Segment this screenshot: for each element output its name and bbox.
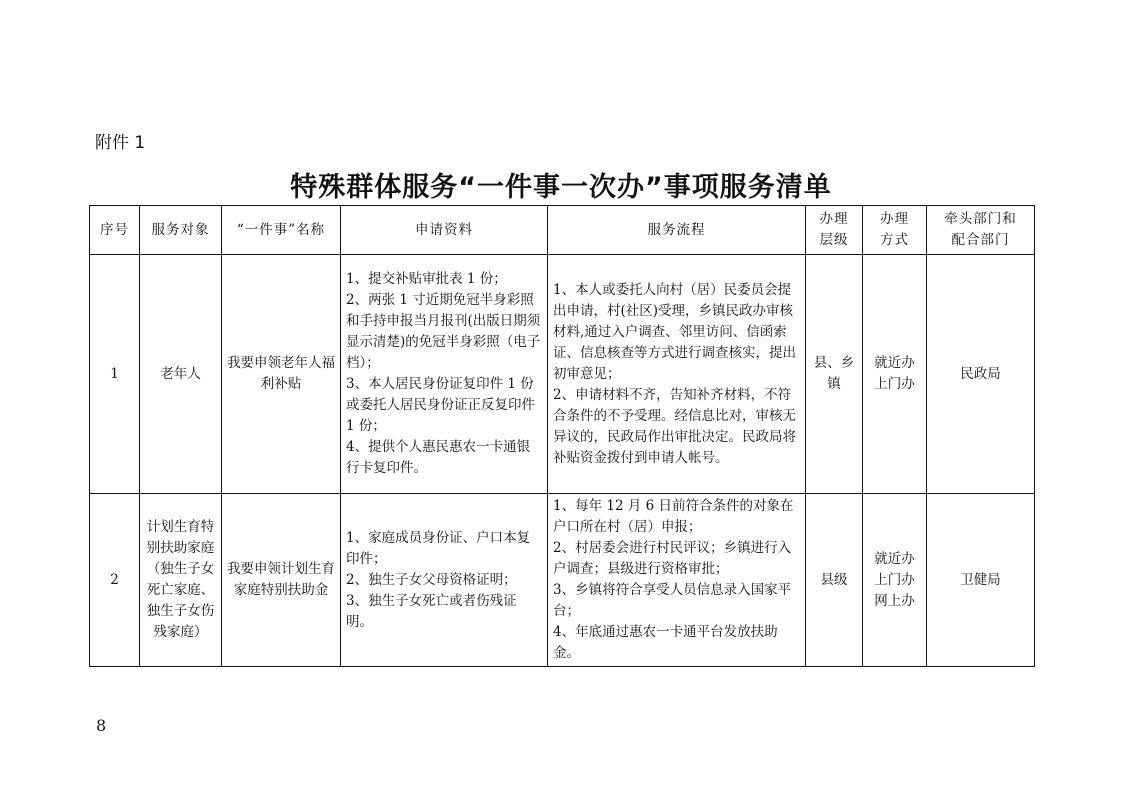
- header-level-line2: 层级: [819, 232, 849, 248]
- header-method: [863, 206, 927, 255]
- header-level: [806, 206, 863, 255]
- cell-dept: 卫健局: [927, 494, 1035, 667]
- table-row: [90, 255, 1035, 494]
- cell-level: 县、乡镇: [806, 255, 863, 494]
- document-title: 特殊群体服务“一件事一次办”事项服务清单: [290, 172, 832, 203]
- cell-materials: 1、家庭成员身份证、户口本复印件； 2、独生子女父母资格证明； 3、独生子女死亡或者伤残证明。: [341, 494, 548, 667]
- header-method-line1: 办理: [880, 211, 909, 227]
- service-list-table: [89, 205, 1035, 667]
- header-materials: 申请资料: [341, 206, 548, 255]
- header-seq: 序号: [90, 206, 140, 255]
- table-row: [90, 494, 1035, 667]
- cell-dept: 民政局: [927, 255, 1035, 494]
- cell-target: 计划生育特别扶助家庭（独生子女死亡家庭、独生子女伤残家庭）: [140, 494, 222, 667]
- cell-seq: 2: [90, 494, 140, 667]
- header-dept-line2: 配合部门: [951, 232, 1010, 248]
- cell-name: 我要申领老年人福利补贴: [222, 255, 341, 494]
- cell-process: 1、本人或委托人向村（居）民委员会提出申请，村(社区)受理，乡镇民政办审核材料,通过入户调查、邻里访问、信函索证、信息核查等方式进行调查核实，提出初审意见； 2、申请材料不齐，告知补齐材料，不符合条件的不予受理。经信息比对，审核无异议的，民政局作出审批决定。民政局将补贴资金拨付到申请人帐号。: [548, 255, 806, 494]
- header-method-line2: 方式: [880, 232, 909, 248]
- page-number: 8: [96, 716, 107, 735]
- cell-method: 就近办上门办网上办: [863, 494, 927, 667]
- cell-level: 县级: [806, 494, 863, 667]
- header-name: “一件事”名称: [222, 206, 341, 255]
- header-target: 服务对象: [140, 206, 222, 255]
- table-header-row: [90, 206, 1035, 255]
- header-dept-line1: 牵头部门和: [944, 211, 1017, 227]
- cell-target: 老年人: [140, 255, 222, 494]
- cell-name: 我要申领计划生育家庭特别扶助金: [222, 494, 341, 667]
- cell-seq: 1: [90, 255, 140, 494]
- cell-process: 1、每年 12 月 6 日前符合条件的对象在户口所在村（居）申报； 2、村居委会进行村民评议；乡镇进行入户调查；县级进行资格审批； 3、乡镇将符合享受人员信息录入国家平台； 4、年底通过惠农一卡通平台发放扶助金。: [548, 494, 806, 667]
- header-dept: [927, 206, 1035, 255]
- cell-materials: 1、提交补贴审批表 1 份； 2、两张 1 寸近期免冠半身彩照和手持申报当月报刊(出版日期须显示清楚)的免冠半身彩照（电子档）； 3、本人居民身份证复印件 1 份或委托人居民身份证正反复印件 1 份； 4、提供个人惠民惠农一卡通银行卡复印件。: [341, 255, 548, 494]
- header-level-line1: 办理: [819, 211, 849, 227]
- header-process: 服务流程: [548, 206, 806, 255]
- cell-method: 就近办上门办: [863, 255, 927, 494]
- attachment-label: 附件 1: [95, 133, 146, 153]
